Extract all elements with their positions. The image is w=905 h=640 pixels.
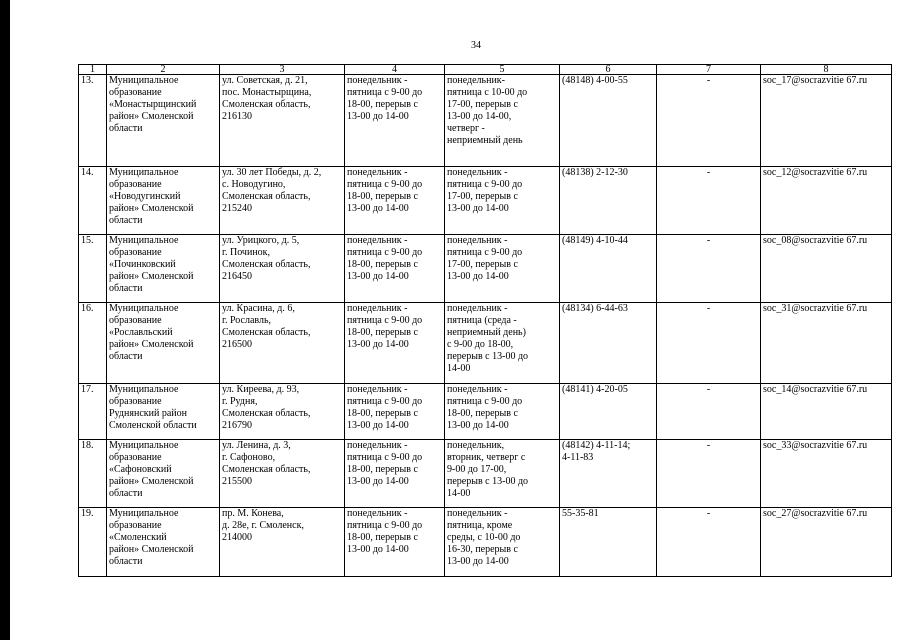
email: soc_14@socrazvitie 67.ru bbox=[761, 384, 892, 440]
table-row bbox=[79, 235, 892, 303]
municipality-name: Муниципальное образование Руднянский район Смоленской области bbox=[107, 384, 220, 440]
table-row bbox=[79, 440, 892, 508]
working-hours: понедельник - пятница с 9-00 до 18-00, перерыв с 13-00 до 14-00 bbox=[345, 384, 445, 440]
table-row bbox=[79, 303, 892, 384]
working-hours: понедельник - пятница с 9-00 до 18-00, перерыв с 13-00 до 14-00 bbox=[345, 167, 445, 235]
row-number: 14. bbox=[79, 167, 107, 235]
municipality-name: Муниципальное образование «Монастырщинский район» Смоленской области bbox=[107, 75, 220, 167]
address: ул. Киреева, д. 93, г. Рудня, Смоленская область, 216790 bbox=[220, 384, 345, 440]
municipality-name: Муниципальное образование «Сафоновский район» Смоленской области bbox=[107, 440, 220, 508]
column-7-value: - bbox=[657, 167, 761, 235]
column-header: 5 bbox=[445, 65, 560, 75]
email: soc_27@socrazvitie 67.ru bbox=[761, 508, 892, 577]
phone: (48148) 4-00-55 bbox=[560, 75, 657, 167]
email: soc_31@socrazvitie 67.ru bbox=[761, 303, 892, 384]
table-row bbox=[79, 384, 892, 440]
registry-table bbox=[78, 64, 892, 577]
column-header: 8 bbox=[761, 65, 892, 75]
reception-hours: понедельник - пятница (среда - неприемный день) с 9-00 до 18-00, перерыв с 13-00 до 14-00 bbox=[445, 303, 560, 384]
row-number: 13. bbox=[79, 75, 107, 167]
row-number: 19. bbox=[79, 508, 107, 577]
column-header: 6 bbox=[560, 65, 657, 75]
reception-hours: понедельник - пятница с 9-00 до 18-00, перерыв с 13-00 до 14-00 bbox=[445, 384, 560, 440]
binding-bar bbox=[0, 0, 10, 640]
column-7-value: - bbox=[657, 508, 761, 577]
working-hours: понедельник - пятница с 9-00 до 18-00, перерыв с 13-00 до 14-00 bbox=[345, 303, 445, 384]
address: ул. Советская, д. 21, пос. Монастырщина, Смоленская область, 216130 bbox=[220, 75, 345, 167]
column-7-value: - bbox=[657, 303, 761, 384]
working-hours: понедельник - пятница с 9-00 до 18-00, перерыв с 13-00 до 14-00 bbox=[345, 440, 445, 508]
municipality-name: Муниципальное образование «Починковский район» Смоленской области bbox=[107, 235, 220, 303]
column-7-value: - bbox=[657, 75, 761, 167]
column-7-value: - bbox=[657, 384, 761, 440]
municipality-name: Муниципальное образование «Новодугинский район» Смоленской области bbox=[107, 167, 220, 235]
address: пр. М. Конева, д. 28е, г. Смоленск, 214000 bbox=[220, 508, 345, 577]
phone: (48141) 4-20-05 bbox=[560, 384, 657, 440]
phone: (48149) 4-10-44 bbox=[560, 235, 657, 303]
phone: (48138) 2-12-30 bbox=[560, 167, 657, 235]
column-7-value: - bbox=[657, 440, 761, 508]
email: soc_33@socrazvitie 67.ru bbox=[761, 440, 892, 508]
working-hours: понедельник - пятница с 9-00 до 18-00, перерыв с 13-00 до 14-00 bbox=[345, 75, 445, 167]
row-number: 18. bbox=[79, 440, 107, 508]
email: soc_17@socrazvitie 67.ru bbox=[761, 75, 892, 167]
reception-hours: понедельник - пятница с 9-00 до 17-00, перерыв с 13-00 до 14-00 bbox=[445, 235, 560, 303]
column-7-value: - bbox=[657, 235, 761, 303]
table-row bbox=[79, 75, 892, 167]
email: soc_12@socrazvitie 67.ru bbox=[761, 167, 892, 235]
table-row bbox=[79, 167, 892, 235]
column-header: 4 bbox=[345, 65, 445, 75]
column-header: 2 bbox=[107, 65, 220, 75]
reception-hours: понедельник - пятница с 9-00 до 17-00, перерыв с 13-00 до 14-00 bbox=[445, 167, 560, 235]
working-hours: понедельник - пятница с 9-00 до 18-00, перерыв с 13-00 до 14-00 bbox=[345, 508, 445, 577]
reception-hours: понедельник, вторник, четверг с 9-00 до 17-00, перерыв с 13-00 до 14-00 bbox=[445, 440, 560, 508]
email: soc_08@socrazvitie 67.ru bbox=[761, 235, 892, 303]
row-number: 17. bbox=[79, 384, 107, 440]
municipality-name: Муниципальное образование «Рославльский район» Смоленской области bbox=[107, 303, 220, 384]
reception-hours: понедельник- пятница с 10-00 до 17-00, перерыв с 13-00 до 14-00, четверг - неприемный день bbox=[445, 75, 560, 167]
column-header: 3 bbox=[220, 65, 345, 75]
address: ул. Красина, д. 6, г. Рославль, Смоленская область, 216500 bbox=[220, 303, 345, 384]
page-number: 34 bbox=[471, 40, 481, 51]
row-number: 15. bbox=[79, 235, 107, 303]
working-hours: понедельник - пятница с 9-00 до 18-00, перерыв с 13-00 до 14-00 bbox=[345, 235, 445, 303]
phone: (48142) 4-11-14; 4-11-83 bbox=[560, 440, 657, 508]
address: ул. 30 лет Победы, д. 2, с. Новодугино, Смоленская область, 215240 bbox=[220, 167, 345, 235]
table-row bbox=[79, 508, 892, 577]
reception-hours: понедельник - пятница, кроме среды, с 10-00 до 16-30, перерыв с 13-00 до 14-00 bbox=[445, 508, 560, 577]
row-number: 16. bbox=[79, 303, 107, 384]
phone: 55-35-81 bbox=[560, 508, 657, 577]
column-header: 1 bbox=[79, 65, 107, 75]
municipality-name: Муниципальное образование «Смоленский район» Смоленской области bbox=[107, 508, 220, 577]
header-row bbox=[79, 65, 892, 75]
phone: (48134) 6-44-63 bbox=[560, 303, 657, 384]
address: ул. Урицкого, д. 5, г. Починок, Смоленская область, 216450 bbox=[220, 235, 345, 303]
column-header: 7 bbox=[657, 65, 761, 75]
address: ул. Ленина, д. 3, г. Сафоново, Смоленская область, 215500 bbox=[220, 440, 345, 508]
